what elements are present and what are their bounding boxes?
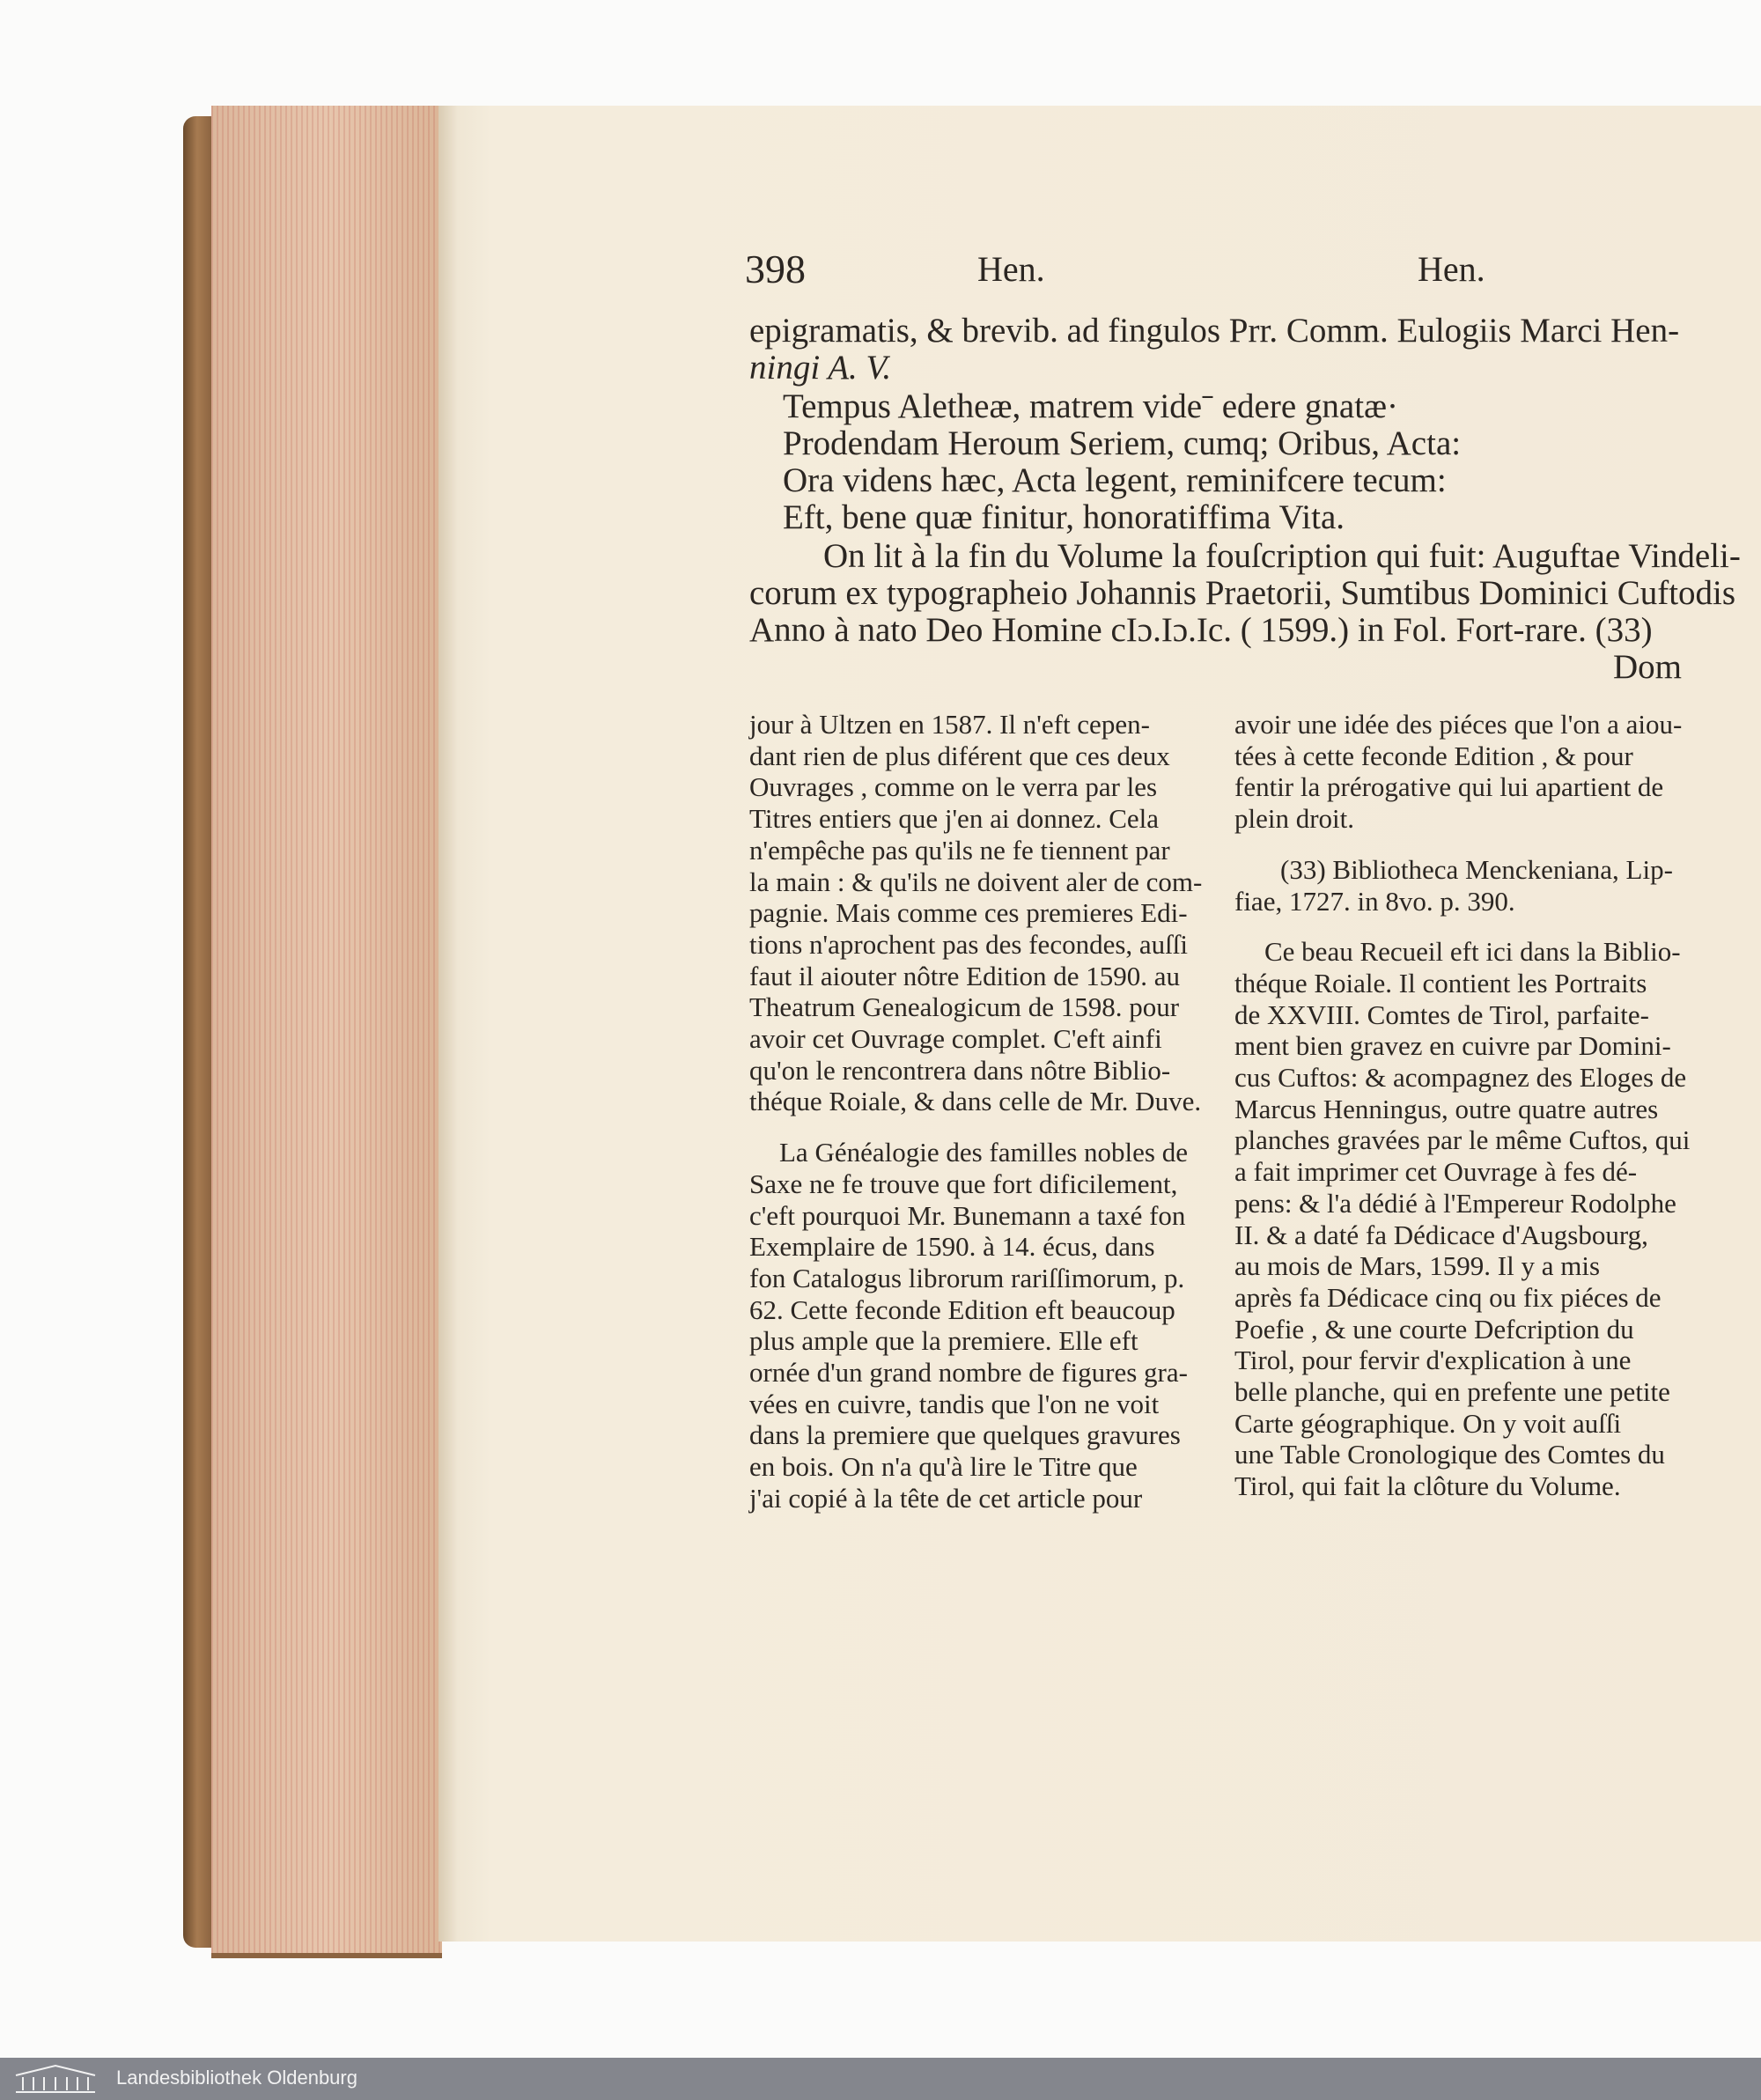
right-column xyxy=(1234,709,1690,1502)
text-line: vées en cuivre, tandis que l'on ne voit xyxy=(749,1388,1160,1419)
verse-line: Eft, bene quæ finitur, honoratiffima Vita. xyxy=(783,498,1345,536)
text-line: théque Roiale. Il contient les Portraits xyxy=(1234,967,1647,998)
footnote-line: fiae, 1727. in 8vo. p. 390. xyxy=(1234,885,1515,917)
text-line: ment bien gravez en cuivre par Domini- xyxy=(1234,1030,1671,1062)
subscription-line: On lit à la fin du Volume la fouſcription qui fuit: Auguftae Vindeli- xyxy=(823,537,1741,575)
text-line: en bois. On n'a qu'à lire le Titre que xyxy=(749,1451,1138,1483)
verse-line: Tempus Aletheæ, matrem videˉ edere gnatæ· xyxy=(783,387,1399,425)
text-line: ningi A. V. xyxy=(749,349,892,387)
text-line: Poefie , & une courte Defcription du xyxy=(1234,1313,1634,1345)
footnote-line: (33) Bibliotheca Menckeniana, Lip- xyxy=(1280,853,1673,885)
text-line: Titres entiers que j'en ai donnez. Cela xyxy=(749,803,1160,835)
text-line: plein droit. xyxy=(1234,803,1355,835)
text-line: avoir une idée des piéces que l'on a aiou- xyxy=(1234,709,1683,740)
text-line: tions n'aprochent pas des fecondes, auſſi xyxy=(749,928,1188,960)
verse-line: Prodendam Heroum Seriem, cumq; Oribus, Acta: xyxy=(783,424,1462,462)
text-line: tées à cette feconde Edition , & pour xyxy=(1234,740,1633,771)
text-line: Marcus Henningus, outre quatre autres xyxy=(1234,1093,1659,1124)
text-line: faut il aiouter nôtre Edition de 1590. au xyxy=(749,960,1180,991)
text-line: Ouvrages , comme on le verra par les xyxy=(749,771,1158,803)
text-line: j'ai copié à la tête de cet article pour xyxy=(749,1482,1143,1514)
text-line: Theatrum Genealogicum de 1598. pour xyxy=(749,991,1180,1023)
text-line: qu'on le rencontrera dans nôtre Biblio- xyxy=(749,1054,1171,1086)
text-line: 62. Cette feconde Edition eft beaucoup xyxy=(749,1293,1175,1325)
text-line: fentir la prérogative qui lui apartient de xyxy=(1234,771,1664,803)
text-line: pagnie. Mais comme ces premieres Edi- xyxy=(749,897,1188,929)
text-line: belle planche, qui en prefente une petite xyxy=(1234,1376,1670,1408)
left-column xyxy=(749,709,1202,1514)
text-line: Saxe ne fe trouve que fort dificilement, xyxy=(749,1168,1178,1199)
text-line: n'empêche pas qu'ils ne fe tiennent par xyxy=(749,834,1170,866)
text-line: dans la premiere que quelques gravures xyxy=(749,1419,1181,1451)
verse-line: Ora videns hæc, Acta legent, reminifcere tecum: xyxy=(783,461,1447,499)
text-line: La Généalogie des familles nobles de xyxy=(779,1137,1188,1168)
text-line: a fait imprimer cet Ouvrage à fes dé- xyxy=(1234,1156,1638,1188)
page-number: 398 xyxy=(745,247,806,291)
text-line: de XXVIII. Comtes de Tirol, parfaite- xyxy=(1234,998,1649,1030)
text-line: jour à Ultzen en 1587. Il n'eft cepen- xyxy=(749,709,1150,740)
text-line: Carte géographique. On y voit auſſi xyxy=(1234,1407,1622,1439)
footer-bar xyxy=(0,2058,1761,2100)
running-head-right: Hen. xyxy=(1418,249,1485,289)
text-line: une Table Cronologique des Comtes du xyxy=(1234,1439,1665,1470)
text-line: la main : & qu'ils ne doivent aler de com- xyxy=(749,866,1203,897)
library-name: Landesbibliothek Oldenburg xyxy=(116,2067,357,2089)
text-line: pens: & l'a dédié à l'Empereur Rodolphe xyxy=(1234,1187,1676,1219)
text-line: II. & a daté fa Dédicace d'Augsbourg, xyxy=(1234,1219,1648,1250)
text-line: fon Catalogus librorum rariſſimorum, p. xyxy=(749,1262,1185,1293)
text-line: Ce beau Recueil eft ici dans la Biblio- xyxy=(1264,936,1681,968)
text-line: plus ample que la premiere. Elle eft xyxy=(749,1325,1138,1357)
text-line: Tirol, qui fait la clôture du Volume. xyxy=(1234,1470,1621,1502)
text-line: après fa Dédicace cinq ou fix piéces de xyxy=(1234,1281,1662,1313)
text-line: Tirol, pour fervir d'explication à une xyxy=(1234,1345,1632,1376)
text-line: cus Cuftos: & acompagnez des Eloges de xyxy=(1234,1062,1687,1094)
subscription-line: corum ex typographeio Johannis Praetorii, Sumtibus Dominici Cuftodis xyxy=(749,574,1736,612)
catchword: Dom xyxy=(1613,648,1682,686)
subscription-line: Anno à nato Deo Homine cIɔ.Iɔ.Ic. ( 1599.) in Fol. Fort-rare. (33) xyxy=(749,611,1653,649)
text-line: au mois de Mars, 1599. Il y a mis xyxy=(1234,1250,1601,1282)
text-line: ornée d'un grand nombre de figures gra- xyxy=(749,1357,1188,1389)
text-line: c'eft pourquoi Mr. Bunemann a taxé fon xyxy=(749,1199,1186,1231)
text-line: epigramatis, & brevib. ad fingulos Prr. Comm. Eulogiis Marci Hen- xyxy=(749,312,1680,350)
text-line: avoir cet Ouvrage complet. C'eft ainfi xyxy=(749,1023,1162,1055)
text-line: théque Roiale, & dans celle de Mr. Duve. xyxy=(749,1086,1202,1117)
text-line: Exemplaire de 1590. à 14. écus, dans xyxy=(749,1231,1155,1263)
text-line: dant rien de plus diférent que ces deux xyxy=(749,740,1170,771)
library-logo-icon xyxy=(12,2063,99,2095)
page-edge xyxy=(211,106,442,1958)
text-line: planches gravées par le même Cuftos, qui xyxy=(1234,1124,1691,1156)
running-head-left: Hen. xyxy=(977,249,1045,289)
